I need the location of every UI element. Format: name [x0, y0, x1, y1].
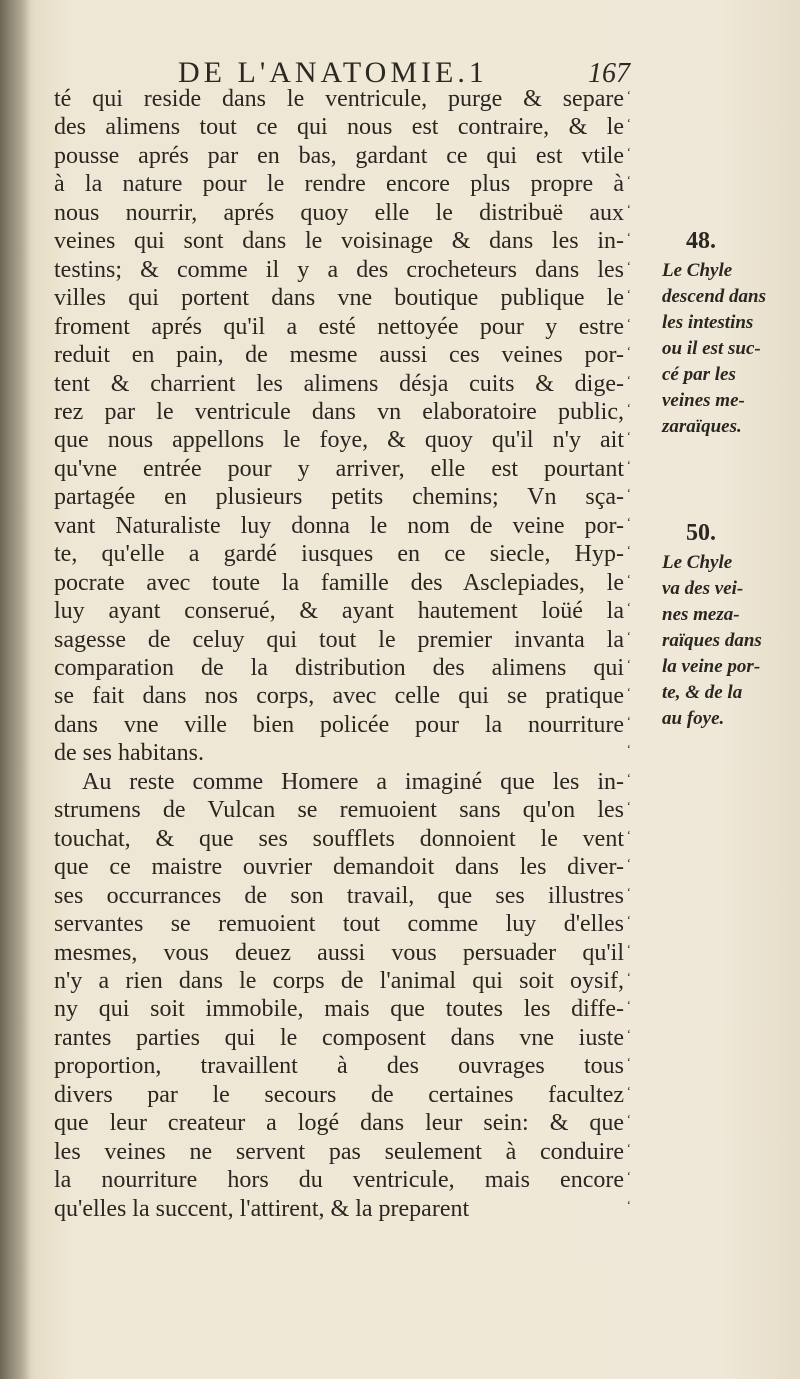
line-quote-mark: ‘ — [626, 172, 631, 188]
margin-note-line: va des vei- — [662, 578, 744, 599]
margin-note-line: descend dans — [662, 286, 766, 307]
line-quote-mark: ‘ — [626, 286, 631, 302]
page-number: 167 — [588, 58, 630, 89]
body-line: vant Naturaliste luy donna le nom de veine por- — [54, 512, 624, 539]
body-line: strumens de Vulcan se remuoient sans qu'on les — [54, 797, 624, 824]
line-quote-mark: ‘ — [626, 997, 631, 1013]
line-quote-mark: ‘ — [626, 542, 631, 558]
book-spine-shadow — [0, 0, 30, 1379]
body-line: te, qu'elle a gardé iusques en ce siecle, Hyp- — [54, 541, 624, 568]
body-line: té qui reside dans le ventricule, purge & separe — [54, 86, 624, 112]
body-line: se fait dans nos corps, avec celle qui se pratique — [54, 683, 624, 710]
body-line: les veines ne servent pas seulement à conduire — [54, 1138, 624, 1165]
line-quote-mark: ‘ — [626, 1168, 631, 1184]
body-line: qu'elles la succent, l'attirent, & la preparent — [54, 1195, 470, 1222]
body-line: servantes se remuoient tout comme luy d'elles — [54, 911, 624, 938]
line-quote-mark: ‘ — [626, 741, 631, 757]
line-quote-mark: ‘ — [626, 485, 631, 501]
body-line: à la nature pour le rendre encore plus propre à — [54, 171, 624, 198]
body-line: proportion, travaillent à des ouvrages tous — [54, 1053, 624, 1080]
margin-note-line: raïques dans — [662, 630, 762, 651]
line-quote-mark: ‘ — [626, 1025, 631, 1041]
line-quote-mark: ‘ — [626, 1054, 631, 1070]
body-line: froment aprés qu'il a esté nettoyée pour y estre — [54, 313, 624, 340]
line-quote-mark: ‘ — [626, 1196, 631, 1212]
line-quote-mark: ‘ — [626, 428, 631, 444]
body-line: testins; & comme il y a des crocheteurs dans les — [54, 256, 624, 283]
line-quote-mark: ‘ — [626, 371, 631, 387]
margin-note-line: Le Chyle — [662, 260, 733, 281]
line-quote-mark: ‘ — [626, 314, 631, 330]
line-quote-mark: ‘ — [626, 684, 631, 700]
body-line: qu'vne entrée pour y arriver, elle est pourtant — [54, 455, 624, 482]
line-quote-mark: ‘ — [626, 826, 631, 842]
line-quote-mark: ‘ — [626, 1111, 631, 1127]
line-quote-mark: ‘ — [626, 456, 631, 472]
body-line: que ce maistre ouvrier demandoit dans les diver- — [54, 854, 624, 881]
line-quote-mark: ‘ — [626, 712, 631, 728]
body-line: que leur createur a logé dans leur sein: & que — [54, 1110, 624, 1137]
body-line: reduit en pain, de mesme aussi ces veines por- — [54, 342, 624, 369]
line-quote-mark: ‘ — [626, 399, 631, 415]
body-line: ses occurrances de son travail, que ses illustres — [54, 882, 624, 909]
margin-note-line: ou il est suc- — [662, 338, 761, 359]
line-quote-mark: ‘ — [626, 656, 631, 671]
line-quote-mark: ‘ — [626, 883, 631, 899]
margin-note-number: 48. — [686, 228, 716, 254]
line-quote-mark: ‘ — [626, 855, 631, 871]
body-line: sagesse de celuy qui tout le premier invanta la — [54, 626, 624, 653]
line-quote-mark: ‘ — [626, 769, 631, 785]
body-line: nous nourrir, aprés quoy elle le distribuë aux — [54, 199, 624, 226]
body-line: de ses habitans. — [54, 740, 204, 767]
line-quote-mark: ‘ — [626, 940, 631, 956]
line-quote-mark: ‘ — [626, 343, 631, 359]
margin-note-line: Le Chyle — [662, 552, 733, 573]
body-line: pousse aprés par en bas, gardant ce qui est vtile — [54, 142, 624, 169]
body-line: n'y a rien dans le corps de l'animal qui soit oysif, — [54, 967, 624, 994]
body-line: ny qui soit immobile, mais que toutes les diffe- — [54, 996, 624, 1023]
margin-note-line: te, & de la — [662, 682, 743, 703]
body-line: partagée en plusieurs petits chemins; Vn sça- — [54, 484, 624, 511]
line-quote-mark: ‘ — [626, 143, 631, 159]
margin-note-line: cé par les — [662, 364, 736, 385]
body-line: tent & charrient les alimens désja cuits & dige- — [54, 370, 624, 397]
line-quote-mark: ‘ — [626, 599, 631, 615]
line-quote-mark: ‘ — [626, 798, 631, 814]
line-quote-mark: ‘ — [626, 200, 631, 216]
margin-note-line: les intestins — [662, 312, 754, 333]
line-quote-mark: ‘ — [626, 1139, 631, 1155]
margin-note-line: nes meza- — [662, 604, 740, 625]
margin-note-line: zaraïques. — [662, 416, 742, 437]
line-quote-mark: ‘ — [626, 257, 631, 273]
body-line: mesmes, vous deuez aussi vous persuader qu'il — [54, 939, 624, 966]
body-line: veines qui sont dans le voisinage & dans les in- — [54, 228, 624, 255]
body-line: Au reste comme Homere a imaginé que les in- — [82, 768, 624, 795]
body-line: luy ayant conserué, & ayant hautement loüé la — [54, 598, 624, 625]
body-line: dans vne ville bien policée pour la nourriture — [54, 711, 624, 738]
body-line: la nourriture hors du ventricule, mais encore — [54, 1167, 624, 1194]
body-line: comparation de la distribution des alimens qui — [54, 655, 624, 681]
line-quote-mark: ‘ — [626, 968, 631, 984]
line-quote-mark: ‘ — [626, 513, 631, 529]
line-quote-mark: ‘ — [626, 1082, 631, 1098]
margin-note-line: au foye. — [662, 708, 725, 729]
line-quote-mark: ‘ — [626, 229, 631, 245]
margin-note-number: 50. — [686, 520, 716, 546]
body-line: des alimens tout ce qui nous est contraire, & le — [54, 114, 624, 141]
line-quote-mark: ‘ — [626, 87, 631, 102]
body-line: rez par le ventricule dans vn elaboratoire public, — [54, 398, 624, 425]
line-quote-mark: ‘ — [626, 570, 631, 586]
body-line: villes qui portent dans vne boutique publique le — [54, 285, 624, 312]
line-quote-mark: ‘ — [626, 115, 631, 131]
body-line: touchat, & que ses soufflets donnoient le vent — [54, 825, 624, 852]
body-line: rantes parties qui le composent dans vne iuste — [54, 1024, 624, 1051]
body-line: que nous appellons le foye, & quoy qu'il n'y ait — [54, 427, 624, 454]
margin-note-line: la veine por- — [662, 656, 761, 677]
body-line: divers par le secours de certaines facultez — [54, 1081, 624, 1108]
running-title: DE L'ANATOMIE.1 — [178, 56, 488, 89]
margin-note-line: veines me- — [662, 390, 745, 411]
line-quote-mark: ‘ — [626, 627, 631, 643]
body-line: pocrate avec toute la famille des Asclepiades, le — [54, 569, 624, 596]
line-quote-mark: ‘ — [626, 912, 631, 928]
